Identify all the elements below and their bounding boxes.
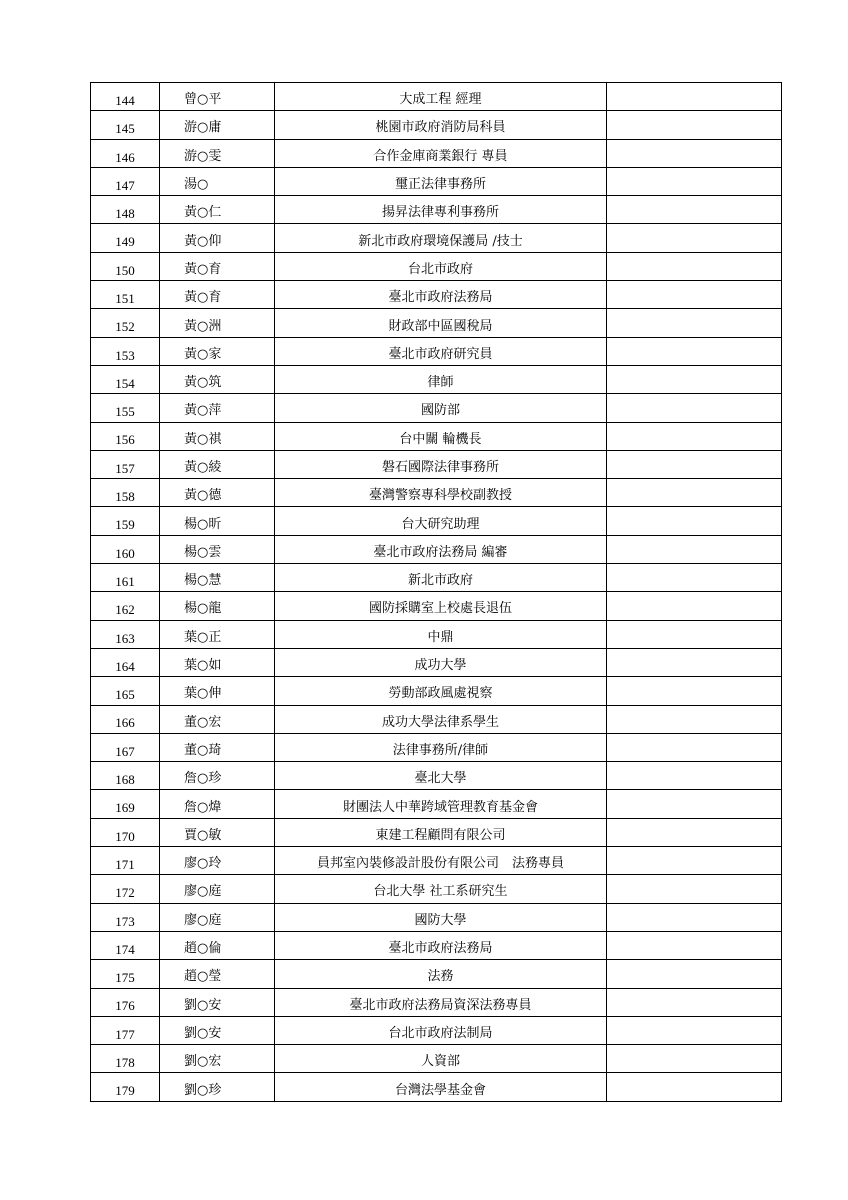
row-number-text: 144: [115, 92, 135, 108]
name-text: 黃○萍: [184, 403, 222, 419]
table-row: [91, 337, 782, 365]
affiliation-text: 臺北市政府法務局資深法務專員: [349, 997, 532, 1013]
row-number-cell: [91, 705, 160, 733]
name-cell: [160, 139, 275, 167]
note-cell: [607, 648, 782, 676]
table-row: [91, 365, 782, 393]
name-text: 湯○: [184, 177, 209, 193]
row-number-cell: [91, 1073, 160, 1101]
affiliation-text: 台北市政府: [407, 261, 473, 277]
table-row: [91, 1045, 782, 1073]
affiliation-cell: [275, 677, 607, 705]
name-cell: [160, 281, 275, 309]
name-text: 黃○德: [184, 488, 222, 504]
affiliation-cell: [275, 1045, 607, 1073]
name-cell: [160, 535, 275, 563]
name-cell: [160, 903, 275, 931]
row-number-cell: [91, 648, 160, 676]
row-number-text: 153: [115, 347, 135, 363]
table-row: [91, 224, 782, 252]
note-cell: [607, 422, 782, 450]
table-row: [91, 903, 782, 931]
table-row: [91, 507, 782, 535]
affiliation-text: 中鼎: [427, 629, 454, 645]
name-cell: [160, 167, 275, 195]
row-number-text: 158: [115, 489, 135, 505]
row-number-text: 167: [115, 743, 135, 759]
table-row: [91, 252, 782, 280]
name-cell: [160, 1045, 275, 1073]
row-number-text: 177: [115, 1026, 135, 1042]
name-text: 黃○筑: [184, 375, 222, 391]
table-row: [91, 790, 782, 818]
table-row: [91, 960, 782, 988]
row-number-text: 170: [115, 828, 135, 844]
note-cell: [607, 903, 782, 931]
affiliation-cell: [275, 394, 607, 422]
name-cell: [160, 337, 275, 365]
name-cell: [160, 83, 275, 111]
affiliation-cell: [275, 620, 607, 648]
affiliation-cell: [275, 818, 607, 846]
row-number-cell: [91, 818, 160, 846]
note-cell: [607, 733, 782, 761]
table-row: [91, 762, 782, 790]
affiliation-cell: [275, 224, 607, 252]
note-cell: [607, 762, 782, 790]
row-number-text: 178: [115, 1055, 135, 1070]
name-text: 董○琦: [184, 742, 222, 758]
note-cell: [607, 450, 782, 478]
row-number-text: 155: [115, 404, 135, 420]
row-number-text: 172: [115, 885, 135, 901]
affiliation-text: 法律事務所/律師: [392, 742, 489, 758]
row-number-cell: [91, 365, 160, 393]
row-number-cell: [91, 931, 160, 959]
table-row: [91, 167, 782, 195]
table-row: [91, 83, 782, 111]
affiliation-text: 人資部: [420, 1054, 460, 1070]
affiliation-text: 臺北市政府法務局 編審: [373, 544, 508, 560]
note-cell: [607, 790, 782, 818]
affiliation-cell: [275, 847, 607, 875]
note-cell: [607, 988, 782, 1016]
row-number-cell: [91, 281, 160, 309]
name-cell: [160, 111, 275, 139]
affiliation-cell: [275, 564, 607, 592]
affiliation-text: 台北市政府法制局: [388, 1025, 493, 1041]
row-number-cell: [91, 1045, 160, 1073]
affiliation-text: 法務: [427, 969, 454, 985]
name-text: 趙○倫: [184, 941, 222, 957]
note-cell: [607, 847, 782, 875]
affiliation-cell: [275, 309, 607, 337]
name-cell: [160, 818, 275, 846]
name-text: 黃○綾: [184, 460, 222, 475]
name-text: 詹○煒: [184, 799, 222, 815]
note-cell: [607, 281, 782, 309]
affiliation-text: 臺北市政府研究員: [388, 346, 493, 362]
row-number-cell: [91, 535, 160, 563]
note-cell: [607, 139, 782, 167]
name-cell: [160, 507, 275, 535]
table-row: [91, 677, 782, 705]
affiliation-cell: [275, 733, 607, 761]
row-number-text: 150: [115, 262, 135, 278]
affiliation-text: 磐石國際法律事務所: [381, 460, 499, 475]
affiliation-cell: [275, 960, 607, 988]
row-number-cell: [91, 167, 160, 195]
name-cell: [160, 677, 275, 705]
row-number-cell: [91, 762, 160, 790]
name-cell: [160, 365, 275, 393]
name-cell: [160, 422, 275, 450]
note-cell: [607, 535, 782, 563]
affiliation-cell: [275, 1073, 607, 1101]
row-number-cell: [91, 1016, 160, 1044]
name-cell: [160, 196, 275, 224]
affiliation-text: 大成工程 經理: [399, 92, 482, 108]
table-row: [91, 818, 782, 846]
row-number-text: 166: [115, 715, 135, 731]
row-number-cell: [91, 83, 160, 111]
name-text: 黃○育: [184, 290, 222, 306]
name-text: 楊○龍: [184, 601, 222, 617]
row-number-text: 164: [115, 658, 135, 674]
row-number-text: 174: [115, 941, 135, 957]
note-cell: [607, 111, 782, 139]
name-cell: [160, 309, 275, 337]
table-row: [91, 309, 782, 337]
row-number-cell: [91, 337, 160, 365]
row-number-cell: [91, 847, 160, 875]
row-number-cell: [91, 592, 160, 620]
table-row: [91, 733, 782, 761]
affiliation-text: 臺北市政府法務局: [388, 941, 493, 957]
row-number-cell: [91, 139, 160, 167]
table-row: [91, 422, 782, 450]
name-text: 黃○仁: [184, 205, 222, 221]
row-number-text: 157: [115, 460, 135, 476]
affiliation-cell: [275, 705, 607, 733]
row-number-cell: [91, 733, 160, 761]
name-cell: [160, 450, 275, 478]
affiliation-text: 財政部中區國稅局: [388, 318, 493, 334]
table-row: [91, 1016, 782, 1044]
note-cell: [607, 875, 782, 903]
row-number-text: 159: [115, 517, 135, 533]
affiliation-cell: [275, 422, 607, 450]
row-number-text: 147: [115, 177, 135, 193]
affiliation-cell: [275, 450, 607, 478]
name-cell: [160, 790, 275, 818]
note-cell: [607, 479, 782, 507]
row-number-text: 152: [115, 319, 135, 335]
note-cell: [607, 394, 782, 422]
row-number-text: 165: [115, 687, 135, 703]
row-number-cell: [91, 309, 160, 337]
note-cell: [607, 931, 782, 959]
table-row: [91, 535, 782, 563]
name-cell: [160, 394, 275, 422]
affiliation-text: 揚昇法律專利事務所: [381, 205, 499, 221]
name-text: 廖○庭: [184, 884, 222, 900]
note-cell: [607, 337, 782, 365]
note-cell: [607, 705, 782, 733]
name-cell: [160, 875, 275, 903]
name-cell: [160, 733, 275, 761]
affiliation-cell: [275, 931, 607, 959]
name-cell: [160, 1016, 275, 1044]
note-cell: [607, 365, 782, 393]
affiliation-cell: [275, 139, 607, 167]
table-row: [91, 450, 782, 478]
row-number-cell: [91, 903, 160, 931]
name-cell: [160, 648, 275, 676]
name-cell: [160, 252, 275, 280]
row-number-text: 173: [115, 913, 135, 929]
row-number-cell: [91, 677, 160, 705]
table-row: [91, 592, 782, 620]
affiliation-cell: [275, 648, 607, 676]
note-cell: [607, 252, 782, 280]
name-text: 賈○敏: [184, 827, 222, 843]
affiliation-cell: [275, 479, 607, 507]
note-cell: [607, 507, 782, 535]
affiliation-cell: [275, 1016, 607, 1044]
table-row: [91, 847, 782, 875]
affiliation-text: 新北市政府: [407, 573, 473, 589]
table-row: [91, 931, 782, 959]
table-row: [91, 196, 782, 224]
note-cell: [607, 677, 782, 705]
name-text: 游○雯: [184, 148, 222, 164]
name-text: 劉○宏: [184, 1054, 222, 1070]
table-row: [91, 620, 782, 648]
affiliation-text: 律師: [427, 375, 454, 391]
affiliation-text: 臺北市政府法務局: [388, 290, 493, 306]
row-number-text: 156: [115, 432, 135, 448]
affiliation-text: 成功大學法律系學生: [381, 714, 499, 730]
row-number-text: 171: [115, 856, 135, 872]
note-cell: [607, 83, 782, 111]
note-cell: [607, 564, 782, 592]
affiliation-cell: [275, 337, 607, 365]
row-number-cell: [91, 422, 160, 450]
row-number-cell: [91, 988, 160, 1016]
row-number-text: 154: [115, 375, 135, 391]
note-cell: [607, 1073, 782, 1101]
row-number-text: 169: [115, 800, 135, 816]
row-number-text: 175: [115, 970, 135, 986]
note-cell: [607, 167, 782, 195]
affiliation-cell: [275, 252, 607, 280]
affiliation-text: 台灣法學基金會: [394, 1082, 486, 1098]
affiliation-text: 東建工程顧問有限公司: [375, 827, 506, 843]
affiliation-text: 台中關 輪機長: [399, 431, 482, 447]
note-cell: [607, 592, 782, 620]
name-text: 黃○仰: [184, 233, 222, 249]
row-number-cell: [91, 196, 160, 224]
row-number-cell: [91, 479, 160, 507]
name-text: 游○庸: [184, 120, 222, 136]
row-number-cell: [91, 960, 160, 988]
row-number-text: 160: [115, 545, 135, 561]
affiliation-cell: [275, 167, 607, 195]
affiliation-cell: [275, 762, 607, 790]
name-cell: [160, 592, 275, 620]
affiliation-text: 國防部: [420, 403, 460, 419]
note-cell: [607, 196, 782, 224]
affiliation-text: 國防大學: [414, 912, 467, 928]
row-number-text: 151: [115, 290, 135, 306]
row-number-cell: [91, 507, 160, 535]
row-number-text: 176: [115, 998, 135, 1014]
name-cell: [160, 988, 275, 1016]
note-cell: [607, 960, 782, 988]
note-cell: [607, 1045, 782, 1073]
affiliation-cell: [275, 790, 607, 818]
row-number-text: 148: [115, 206, 135, 222]
name-text: 葉○如: [184, 658, 222, 674]
row-number-text: 168: [115, 772, 135, 788]
name-text: 楊○慧: [184, 573, 222, 589]
affiliation-cell: [275, 592, 607, 620]
row-number-text: 145: [115, 121, 135, 137]
affiliation-cell: [275, 903, 607, 931]
note-cell: [607, 309, 782, 337]
row-number-text: 163: [115, 630, 135, 646]
name-cell: [160, 847, 275, 875]
affiliation-cell: [275, 196, 607, 224]
note-cell: [607, 1016, 782, 1044]
row-number-cell: [91, 790, 160, 818]
table-row: [91, 875, 782, 903]
affiliation-text: 台北大學 社工系研究生: [373, 884, 508, 900]
affiliation-text: 合作金庫商業銀行 專員: [373, 148, 508, 164]
table-row: [91, 139, 782, 167]
note-cell: [607, 224, 782, 252]
name-text: 廖○玲: [184, 856, 222, 872]
name-text: 黃○祺: [184, 431, 222, 447]
row-number-text: 149: [115, 234, 135, 250]
name-text: 趙○瑩: [184, 969, 222, 985]
affiliation-text: 臺灣警察專科學校副教授: [368, 488, 512, 504]
name-cell: [160, 620, 275, 648]
note-cell: [607, 620, 782, 648]
row-number-cell: [91, 875, 160, 903]
row-number-cell: [91, 394, 160, 422]
name-cell: [160, 479, 275, 507]
name-text: 葉○正: [184, 629, 222, 645]
roster-table: [90, 82, 782, 1102]
row-number-cell: [91, 111, 160, 139]
name-text: 楊○昕: [184, 516, 222, 532]
affiliation-text: 勞動部政風處視察: [388, 686, 493, 702]
affiliation-cell: [275, 988, 607, 1016]
name-cell: [160, 762, 275, 790]
name-text: 劉○安: [184, 997, 222, 1013]
name-text: 曾○平: [184, 92, 222, 108]
name-text: 董○宏: [184, 714, 222, 730]
row-number-cell: [91, 564, 160, 592]
affiliation-text: 國防採購室上校處長退伍: [368, 601, 512, 617]
table-row: [91, 394, 782, 422]
row-number-text: 161: [115, 573, 135, 589]
row-number-cell: [91, 224, 160, 252]
affiliation-cell: [275, 535, 607, 563]
table-row: [91, 479, 782, 507]
name-cell: [160, 960, 275, 988]
row-number-cell: [91, 450, 160, 478]
affiliation-text: 臺北大學: [414, 771, 467, 787]
table-row: [91, 111, 782, 139]
table-row: [91, 564, 782, 592]
affiliation-cell: [275, 111, 607, 139]
row-number-text: 179: [115, 1083, 135, 1099]
affiliation-cell: [275, 365, 607, 393]
row-number-text: 146: [115, 149, 135, 165]
affiliation-text: 桃園市政府消防局科員: [375, 120, 506, 136]
affiliation-cell: [275, 507, 607, 535]
affiliation-text: 財團法人中華跨域管理教育基金會: [342, 799, 538, 815]
name-text: 劉○珍: [184, 1082, 222, 1098]
name-cell: [160, 931, 275, 959]
name-cell: [160, 705, 275, 733]
affiliation-cell: [275, 281, 607, 309]
name-text: 劉○安: [184, 1025, 222, 1041]
name-text: 楊○雲: [184, 544, 222, 560]
name-cell: [160, 1073, 275, 1101]
row-number-cell: [91, 252, 160, 280]
name-text: 黃○育: [184, 261, 222, 277]
name-text: 廖○庭: [184, 912, 222, 928]
affiliation-text: 璽正法律事務所: [394, 177, 486, 193]
name-text: 黃○洲: [184, 318, 222, 334]
row-number-cell: [91, 620, 160, 648]
table-row: [91, 1073, 782, 1101]
affiliation-text: 新北市政府環境保護局 /技士: [358, 233, 523, 249]
table-row: [91, 281, 782, 309]
name-text: 黃○家: [184, 346, 222, 362]
name-text: 葉○伸: [184, 686, 222, 702]
table-row: [91, 648, 782, 676]
table-row: [91, 705, 782, 733]
affiliation-text: 員邦室內裝修設計股份有限公司 法務專員: [316, 856, 564, 872]
roster-body: [91, 83, 782, 1102]
affiliation-cell: [275, 875, 607, 903]
name-text: 詹○珍: [184, 771, 222, 787]
affiliation-cell: [275, 83, 607, 111]
note-cell: [607, 818, 782, 846]
name-cell: [160, 564, 275, 592]
name-cell: [160, 224, 275, 252]
table-row: [91, 988, 782, 1016]
affiliation-text: 台大研究助理: [401, 516, 480, 532]
row-number-text: 162: [115, 602, 135, 618]
affiliation-text: 成功大學: [414, 658, 467, 674]
